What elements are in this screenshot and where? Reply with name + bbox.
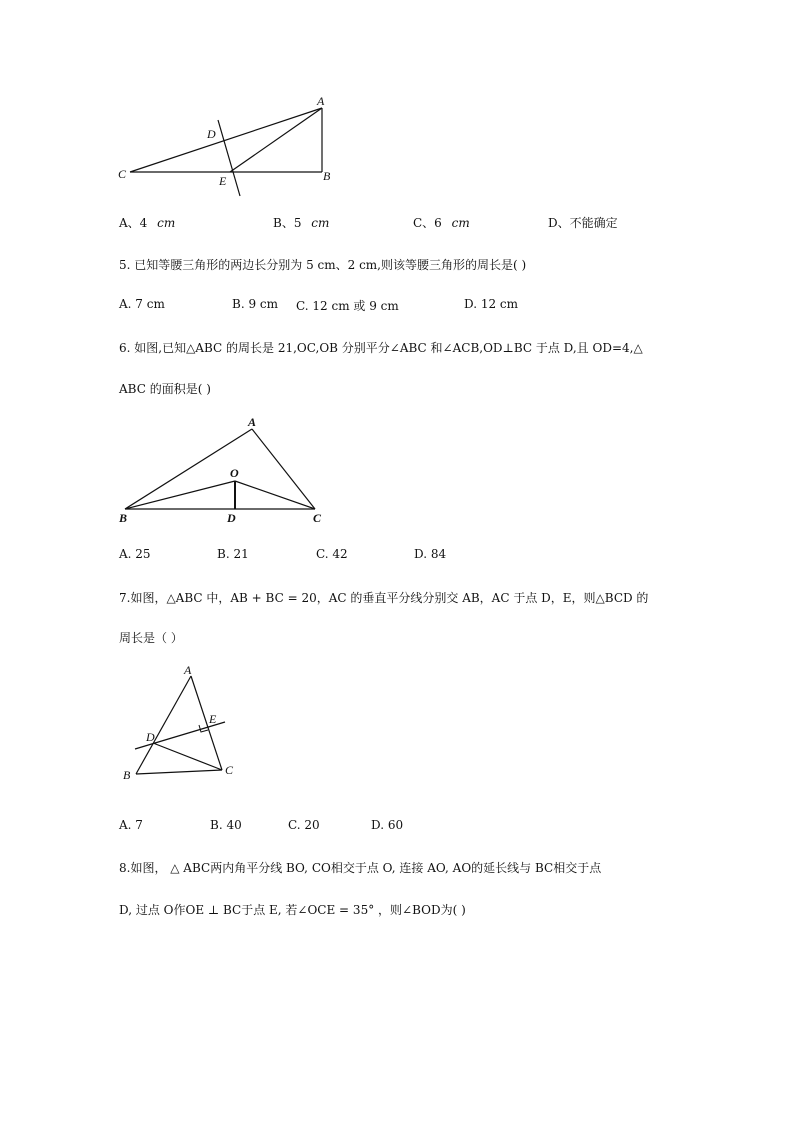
label-E: E bbox=[219, 174, 227, 188]
segment-AB bbox=[136, 676, 191, 774]
q6-stem-line2: ABC 的面积是( ) bbox=[119, 382, 211, 396]
label-D: D bbox=[227, 511, 236, 525]
q6-option-d[interactable]: D. 84 bbox=[414, 547, 447, 561]
q4-option-d-text: D、不能确定 bbox=[548, 216, 618, 230]
segment-AC bbox=[252, 429, 315, 509]
q4-option-c-unit: cm bbox=[451, 216, 470, 230]
label-C: C bbox=[313, 511, 322, 525]
segment-EA bbox=[230, 108, 322, 172]
figure-q4-triangle bbox=[110, 92, 350, 202]
label-O: O bbox=[230, 466, 239, 480]
q5-option-d[interactable]: D. 12 cm bbox=[464, 297, 519, 311]
q5-stem: 5. 已知等腰三角形的两边长分别为 5 cm、2 cm,则该等腰三角形的周长是( ) bbox=[119, 258, 527, 272]
label-D: D bbox=[207, 127, 216, 141]
figure-q6-triangle bbox=[112, 412, 342, 530]
q4-option-b-text: B、5 bbox=[273, 216, 302, 230]
label-B: B bbox=[119, 511, 128, 525]
q4-option-a-text: A、4 bbox=[119, 216, 148, 230]
label-A: A bbox=[248, 415, 257, 429]
segment-BC bbox=[136, 770, 222, 774]
figure-q7-triangle bbox=[115, 662, 250, 787]
q5-option-a[interactable]: A. 7 cm bbox=[119, 297, 165, 311]
q7-option-b[interactable]: B. 40 bbox=[210, 818, 242, 832]
label-E: E bbox=[209, 712, 217, 726]
q7-stem-line2: 周长是（ ） bbox=[119, 631, 183, 645]
label-B: B bbox=[323, 169, 331, 183]
q4-option-b[interactable] bbox=[273, 214, 329, 231]
label-B: B bbox=[123, 768, 131, 782]
q4-option-c[interactable] bbox=[413, 214, 470, 231]
q7-option-a[interactable]: A. 7 bbox=[119, 818, 143, 832]
q7-stem-line1: 7.如图，△ABC 中，AB + BC = 20，AC 的垂直平分线分别交 AB，AC 于点 D，E，则△BCD 的 bbox=[119, 591, 649, 605]
q8-stem-line2: D, 过点 O作OE ⊥ BC于点 E, 若∠OCE = 35° ，则∠BOD为( ) bbox=[119, 903, 466, 917]
segment-OC bbox=[235, 481, 315, 509]
q8-stem-line1: 8.如图， △ ABC两内角平分线 BO, CO相交于点 O, 连接 AO, AO的延长线与 BC相交于点 bbox=[119, 861, 602, 875]
q6-option-b[interactable]: B. 21 bbox=[217, 547, 249, 561]
q4-option-d[interactable] bbox=[548, 214, 618, 231]
q7-option-c[interactable]: C. 20 bbox=[288, 818, 320, 832]
q7-option-d[interactable]: D. 60 bbox=[371, 818, 404, 832]
label-C: C bbox=[225, 763, 234, 777]
q4-option-b-unit: cm bbox=[311, 216, 330, 230]
segment-CA bbox=[130, 108, 322, 172]
q4-option-a[interactable] bbox=[119, 214, 175, 231]
q4-option-c-text: C、6 bbox=[413, 216, 442, 230]
q5-option-c[interactable]: C. 12 cm 或 9 cm bbox=[296, 299, 399, 313]
segment-BO bbox=[125, 481, 235, 509]
segment-DC bbox=[153, 743, 222, 770]
label-D: D bbox=[146, 730, 155, 744]
q5-option-b[interactable]: B. 9 cm bbox=[232, 297, 278, 311]
label-C: C bbox=[118, 167, 127, 181]
label-A: A bbox=[317, 94, 325, 108]
q4-option-a-unit: cm bbox=[157, 216, 176, 230]
segment-AC bbox=[191, 676, 222, 770]
label-A: A bbox=[184, 663, 192, 677]
q6-stem-line1: 6. 如图,已知△ABC 的周长是 21,OC,OB 分别平分∠ABC 和∠ACB,OD⊥BC 于点 D,且 OD=4,△ bbox=[119, 341, 643, 355]
q6-option-c[interactable]: C. 42 bbox=[316, 547, 348, 561]
q6-option-a[interactable]: A. 25 bbox=[119, 547, 151, 561]
